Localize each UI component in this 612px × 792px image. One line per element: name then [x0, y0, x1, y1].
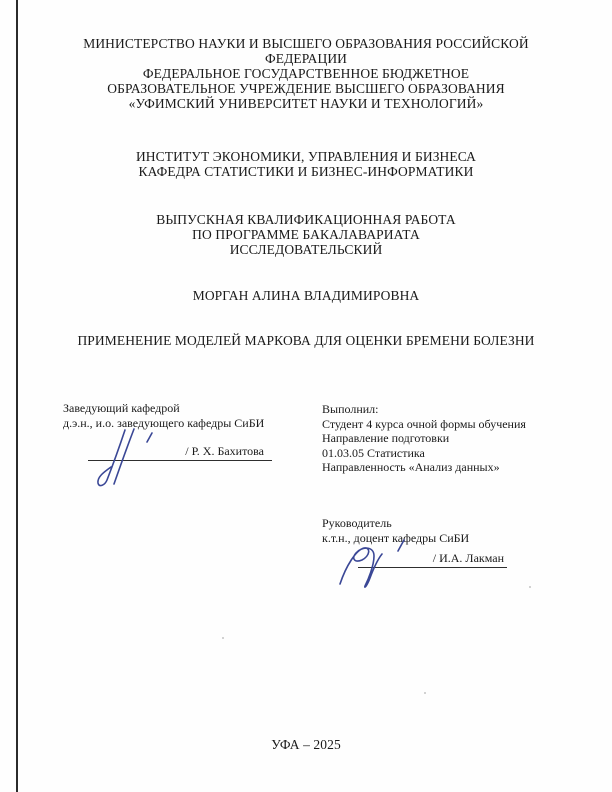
head-signature-ink	[92, 426, 162, 490]
performer-line: Студент 4 курса очной формы обучения	[322, 416, 526, 431]
supervisor-degree: к.т.н., доцент кафедры СиБИ	[322, 530, 470, 545]
scan-speck	[222, 637, 224, 639]
signature-stroke	[114, 429, 134, 484]
supervisor-role: Руководитель	[322, 516, 392, 530]
ministry-line: ОБРАЗОВАТЕЛЬНОЕ УЧРЕЖДЕНИЕ ВЫСШЕГО ОБРАЗОВАНИЯ	[107, 81, 505, 96]
ministry-header	[30, 36, 582, 111]
head-signature-name: / Р. Х. Бахитова	[185, 444, 264, 458]
institute-header	[30, 149, 582, 179]
thesis-title: ПРИМЕНЕНИЕ МОДЕЛЕЙ МАРКОВА ДЛЯ ОЦЕНКИ БРЕМЕНИ БОЛЕЗНИ	[77, 333, 535, 348]
university-name: «УФИМСКИЙ УНИВЕРСИТЕТ НАУКИ И ТЕХНОЛОГИЙ»	[128, 96, 484, 111]
city-year-footer: УФА – 2025	[271, 737, 341, 752]
department-name: КАФЕДРА СТАТИСТИКИ И БИЗНЕС-ИНФОРМАТИКИ	[138, 164, 474, 179]
work-type-line: ВЫПУСКНАЯ КВАЛИФИКАЦИОННАЯ РАБОТА	[156, 212, 456, 227]
performer-line: 01.03.05 Статистика	[322, 445, 425, 460]
performer-line: Направление подготовки	[322, 431, 450, 445]
scan-speck	[529, 586, 531, 588]
supervisor-signature-ink	[336, 538, 436, 590]
scan-binding-line	[16, 0, 18, 792]
performer-line: Направленность «Анализ данных»	[322, 460, 500, 474]
signature-stroke	[98, 430, 125, 486]
work-type-line: ПО ПРОГРАММЕ БАКАЛАВАРИАТА	[192, 227, 420, 242]
ministry-line: ФЕДЕРАЦИИ	[264, 51, 348, 66]
author-name: МОРГАН АЛИНА ВЛАДИМИРОВНА	[192, 288, 420, 303]
institute-name: ИНСТИТУТ ЭКОНОМИКИ, УПРАВЛЕНИЯ И БИЗНЕСА	[135, 149, 477, 164]
approval-degree: д.э.н., и.о. заведующего кафедры СиБИ	[63, 415, 265, 430]
ministry-line: МИНИСТЕРСТВО НАУКИ И ВЫСШЕГО ОБРАЗОВАНИЯ РОССИЙСКОЙ	[83, 36, 529, 51]
performer-heading: Выполнил:	[322, 402, 379, 416]
signature-stroke	[398, 540, 404, 551]
work-type-block	[30, 212, 582, 257]
ministry-line: ФЕДЕРАЛЬНОЕ ГОСУДАРСТВЕННОЕ БЮДЖЕТНОЕ	[142, 66, 470, 81]
scan-speck	[424, 692, 426, 694]
approval-role: Заведующий кафедрой	[63, 401, 180, 415]
performer-block	[322, 402, 584, 475]
signature-stroke	[147, 433, 152, 442]
work-type-line: ИССЛЕДОВАТЕЛЬСКИЙ	[229, 242, 383, 257]
signature-stroke	[340, 548, 382, 587]
supervisor-signature-name: / И.А. Лакман	[432, 551, 504, 565]
